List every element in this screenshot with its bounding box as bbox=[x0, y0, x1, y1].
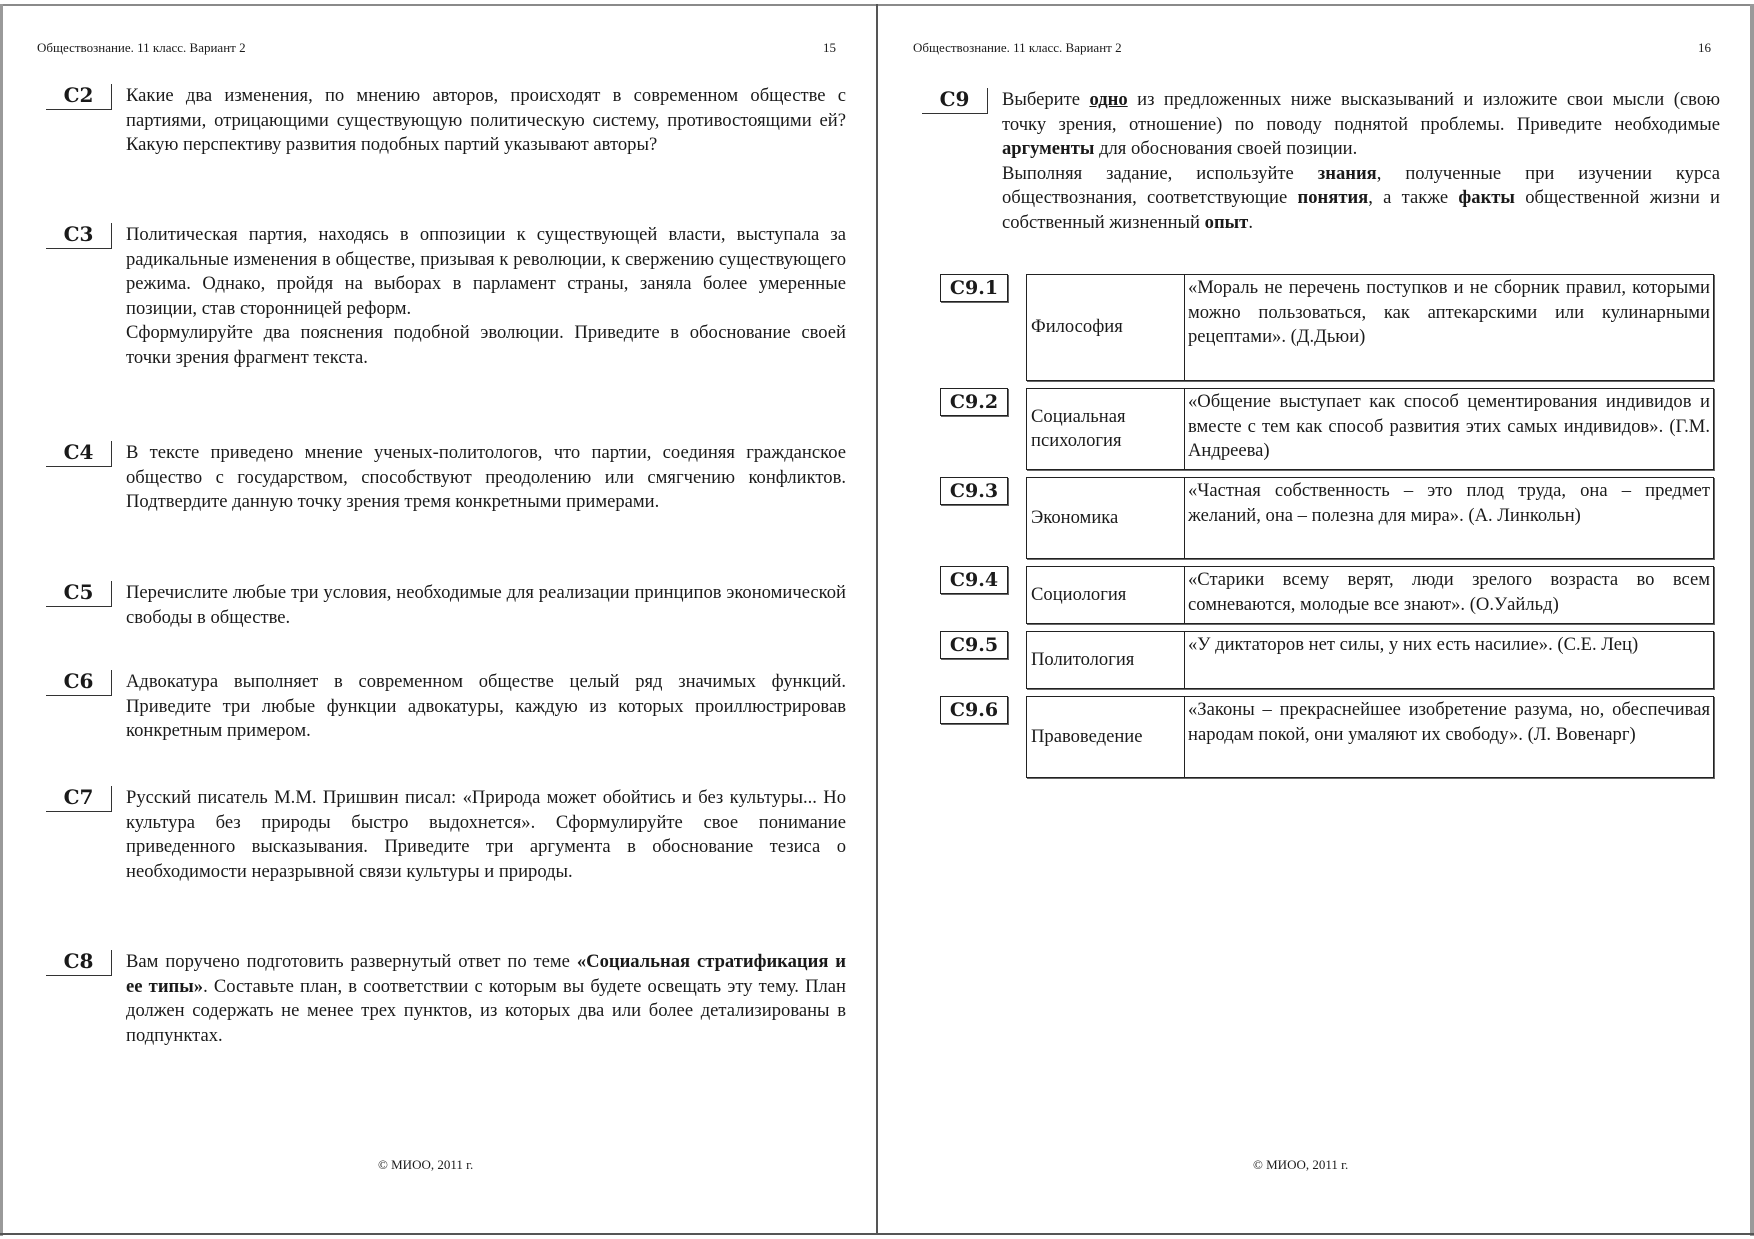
emphasis-knowledge: знания bbox=[1317, 162, 1377, 184]
task-text bbox=[1002, 88, 1720, 235]
task-paragraph: Сформулируйте два пояснения подобной эволюции. Приведите в обоснование своей точки зрения фрагмент текста. bbox=[126, 322, 846, 368]
option-table bbox=[1026, 631, 1714, 689]
page-15 bbox=[0, 0, 876, 1239]
text-run: Выполняя задание, используйте bbox=[1002, 162, 1318, 184]
emphasis-arguments: аргументы bbox=[1002, 138, 1095, 159]
option-label: C9.3 bbox=[940, 477, 1008, 505]
option-subject: Философия bbox=[1027, 275, 1185, 380]
task-text bbox=[126, 441, 846, 515]
text-run: Выберите bbox=[1002, 89, 1090, 110]
frame-right-border bbox=[1750, 4, 1754, 1236]
task-paragraph: Адвокатура выполняет в современном обществе целый ряд значимых функций. Приведите три любые функции адвокатуры, каждую из которых проиллюстрировав конкретным примером. bbox=[126, 671, 846, 741]
task-paragraph bbox=[126, 950, 846, 1048]
task-label: C2 bbox=[46, 84, 112, 110]
text-run: из предложенных ниже высказываний и изложите свои мысли (свою точку зрения, отношение) по поводу поднятой проблемы. Приведите необходимые bbox=[1002, 89, 1721, 135]
task-paragraph: Политическая партия, находясь в оппозиции к существующей власти, выступала за радикальные изменения в обществе, призывая к революции, к свержению существующего режима. Однако, пройдя на выборах в парламент страны, заняла более умеренные позиции, став сторонницей реформ. bbox=[126, 224, 846, 319]
task-paragraph: В тексте приведено мнение ученых-политологов, что партии, соединяя гражданское общество с государством, способствуют преодолению или смягчению конфликтов. Подтвердите данную точку зрения тремя конкретными примерами. bbox=[126, 442, 846, 512]
task-text bbox=[126, 581, 846, 630]
task-text bbox=[126, 84, 846, 158]
option-label: C9.5 bbox=[940, 631, 1008, 659]
task-text bbox=[126, 670, 846, 744]
option-subject: Социальная психология bbox=[1027, 389, 1185, 469]
task-label: C3 bbox=[46, 223, 112, 249]
option-subject: Правоведение bbox=[1027, 697, 1185, 777]
task-paragraph: Русский писатель М.М. Пришвин писал: «Природа может обойтись и без культуры... Но культура без природы быстро выдохнется». Сформулируйте свое понимание приведенного высказывания. Приведите три аргумента в обоснование тезиса о необходимости неразрывной связи культуры и природы. bbox=[126, 787, 846, 882]
page-number: 16 bbox=[1698, 40, 1711, 55]
task-label: C8 bbox=[46, 950, 112, 976]
page-number: 15 bbox=[823, 40, 836, 55]
text-run: Вам поручено подготовить развернутый ответ по теме bbox=[126, 951, 577, 972]
option-subject: Экономика bbox=[1027, 478, 1185, 558]
text-run: . bbox=[1248, 211, 1253, 233]
emphasis-one: одно bbox=[1089, 89, 1128, 110]
option-quote: «Общение выступает как способ цементирования индивидов и вместе с тем как способ развития этих самых индивидов». (Г.М. Андреева) bbox=[1188, 391, 1710, 461]
option-quote: «У диктаторов нет силы, у них есть насилие». (С.Е. Лец) bbox=[1188, 634, 1639, 655]
text-run: общественной жизни и собственный жизненный bbox=[1002, 187, 1720, 233]
text-run: , полученные при изучении курса обществознания, соответствующие bbox=[1002, 162, 1720, 208]
option-subject: Социология bbox=[1027, 567, 1185, 623]
running-head: Обществознание. 11 класс. Вариант 2 bbox=[37, 40, 246, 55]
task-label: C5 bbox=[46, 581, 112, 607]
emphasis-concepts: понятия bbox=[1297, 187, 1369, 208]
option-label: C9.6 bbox=[940, 696, 1008, 724]
copyright-footer: © МИОО, 2011 г. bbox=[1253, 1157, 1349, 1172]
task-text bbox=[126, 223, 846, 370]
running-head: Обществознание. 11 класс. Вариант 2 bbox=[913, 40, 1122, 55]
task-paragraph: Какие два изменения, по мнению авторов, происходят в современном обществе с партиями, отрицающими существующую политическую систему, противостоящими ей? Какую перспективу развития подобных партий указывают авторы? bbox=[126, 85, 846, 155]
task-label: C4 bbox=[46, 441, 112, 467]
text-run: , а также bbox=[1368, 187, 1459, 208]
option-table bbox=[1026, 274, 1714, 381]
option-table bbox=[1026, 388, 1714, 470]
task-paragraph: Перечислите любые три условия, необходимые для реализации принципов экономической свободы в обществе. bbox=[126, 582, 846, 628]
task-label: C7 bbox=[46, 786, 112, 812]
text-run: . Составьте план, в соответствии с которым вы будете освещать эту тему. План должен содержать не менее трех пунктов, из которых два или более детализированы в подпунктах. bbox=[126, 975, 846, 1046]
copyright-footer: © МИОО, 2011 г. bbox=[378, 1157, 474, 1172]
option-table bbox=[1026, 566, 1714, 624]
topic-title: «Социальная стратификация и ее типы» bbox=[126, 951, 846, 997]
task-paragraph bbox=[1002, 88, 1720, 162]
option-label: C9.1 bbox=[940, 274, 1008, 302]
text-run: для обоснования своей позиции. bbox=[1094, 138, 1358, 159]
task-text bbox=[126, 786, 846, 884]
option-quote: «Старики всему верят, люди зрелого возраста во всем сомневаются, молодые все знают». (О.Уайльд) bbox=[1188, 569, 1710, 615]
option-subject: Политология bbox=[1027, 632, 1185, 688]
option-table bbox=[1026, 477, 1714, 559]
task-label: C9 bbox=[922, 88, 988, 114]
page-16 bbox=[878, 0, 1750, 1239]
option-label: C9.2 bbox=[940, 388, 1008, 416]
task-label: C6 bbox=[46, 670, 112, 696]
task-paragraph bbox=[1002, 162, 1720, 236]
task-text bbox=[126, 950, 846, 1048]
emphasis-facts: факты bbox=[1458, 187, 1515, 208]
option-table bbox=[1026, 696, 1714, 778]
option-quote: «Частная собственность – это плод труда, она – предмет желаний, она – полезна для мира». (А. Линкольн) bbox=[1188, 480, 1710, 526]
emphasis-experience: опыт bbox=[1204, 211, 1249, 233]
option-quote: «Мораль не перечень поступков и не сборник правил, которыми можно пользоваться, как аптекарскими или кулинарными рецептами». (Д.Дьюи) bbox=[1188, 277, 1710, 347]
option-label: C9.4 bbox=[940, 566, 1008, 594]
option-quote: «Законы – прекраснейшее изобретение разума, но, обеспечивая народам покой, они умаляют их свободу». (Л. Вовенарг) bbox=[1188, 699, 1710, 745]
